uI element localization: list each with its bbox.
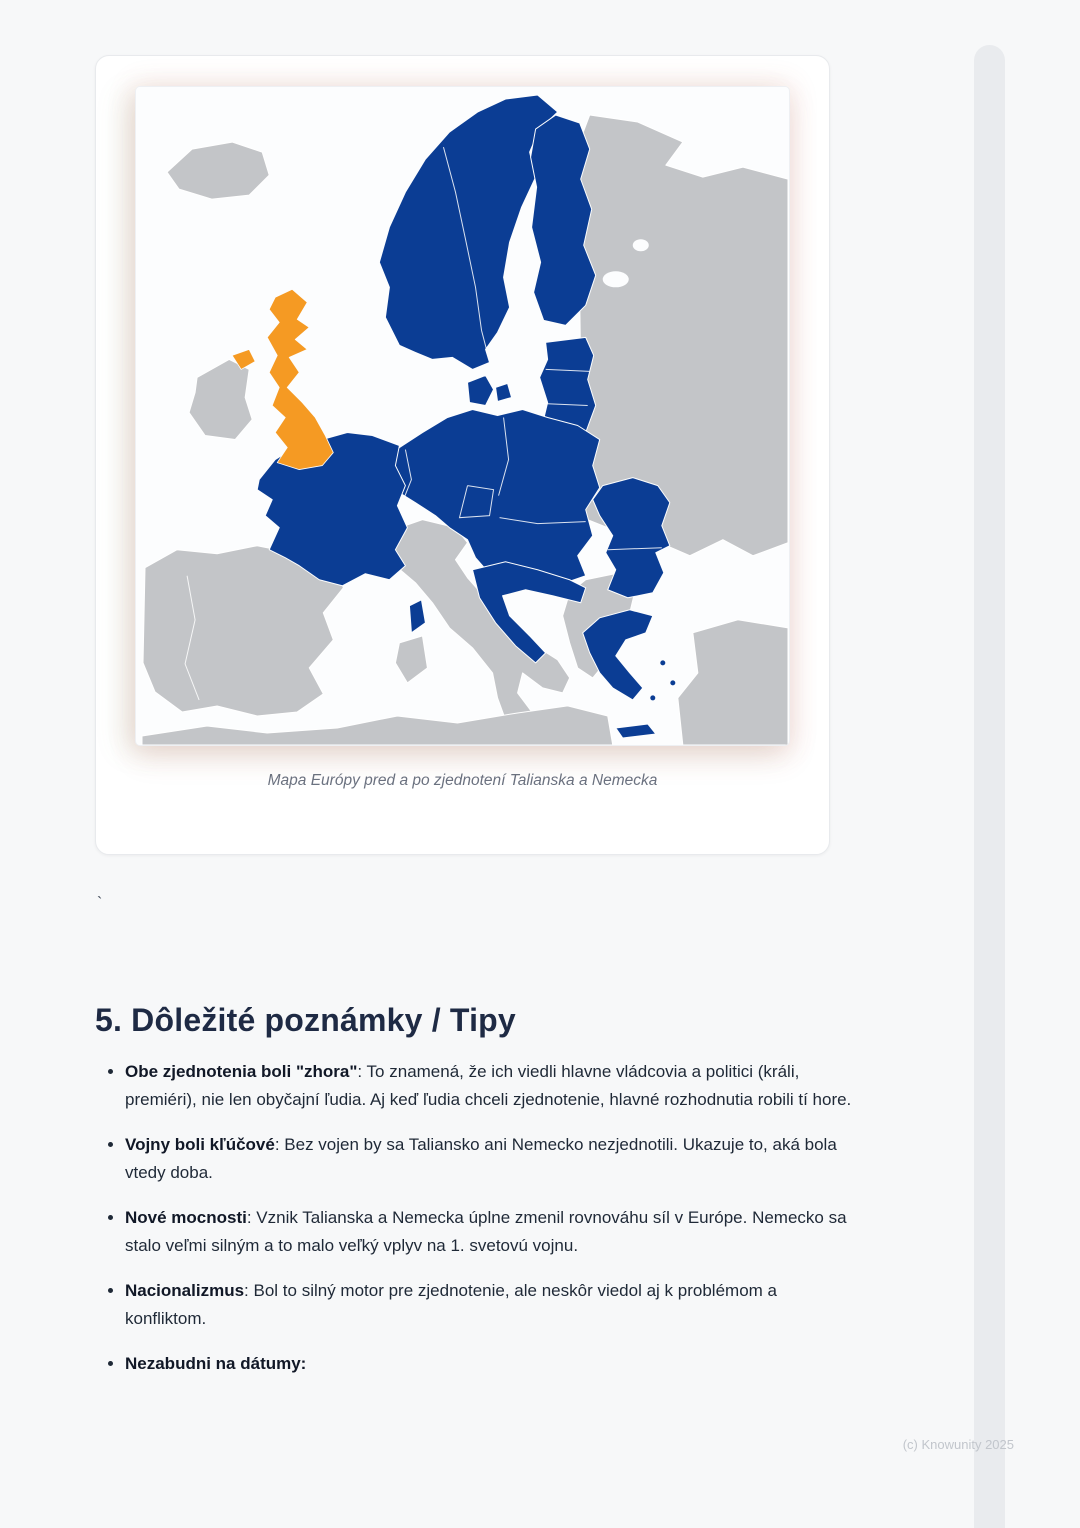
figure-card (95, 55, 830, 855)
list-item-lead: Nezabudni na dátumy: (125, 1354, 307, 1374)
region-finland (531, 115, 596, 325)
region-aegean-island (660, 660, 666, 666)
list-item (125, 1131, 857, 1187)
copyright-watermark: (c) Knowunity 2025 (902, 1437, 1014, 1452)
list-item (125, 1277, 857, 1333)
list-item-lead: Obe zjednotenia boli "zhora" (125, 1062, 358, 1081)
lake-ladoga (603, 271, 629, 287)
list-item-lead: Nové mocnosti (125, 1208, 247, 1228)
figure-caption: Mapa Európy pred a po zjednotení Talianska a Nemecka (267, 772, 658, 789)
list-item-lead: Vojny boli kľúčové (125, 1135, 275, 1155)
europe-map-frame (135, 86, 790, 746)
list-item (125, 1058, 857, 1114)
section-title: 5. Dôležité poznámky / Tipy (95, 1001, 516, 1038)
stray-backtick: ` (97, 895, 103, 912)
notes-list (95, 1058, 857, 1395)
europe-map (136, 87, 789, 745)
lake-onega (633, 239, 649, 251)
list-item (125, 1204, 857, 1260)
list-item (125, 1350, 857, 1378)
scrollbar[interactable] (974, 45, 1005, 1528)
list-item-text: : To znamená, že ich viedli hlavne vládcovia a politici (králi, premiéri), nie len obyčajní ľudia. Aj keď ľudia chceli zjednotenie, hlavné rozhodnutia robili tí hore. (125, 1062, 852, 1110)
list-item-text: : Vznik Talianska a Nemecka úplne zmenil rovnováhu síl v Európe. Nemecko sa stalo veľmi silným a to malo veľký vplyv na 1. svetovú vojnu. (125, 1208, 847, 1256)
list-item-text: : Bez vojen by sa Taliansko ani Nemecko nezjednotili. Ukazuje to, aká bola vtedy doba. (125, 1135, 837, 1183)
region-turkey (678, 620, 788, 745)
list-item-lead: Nacionalizmus (125, 1281, 245, 1301)
region-aegean-island (650, 695, 656, 701)
list-item-text: : Bol to silný motor pre zjednotenie, ale neskôr viedol aj k problémom a konfliktom. (125, 1281, 777, 1329)
region-aegean-island (670, 680, 676, 686)
